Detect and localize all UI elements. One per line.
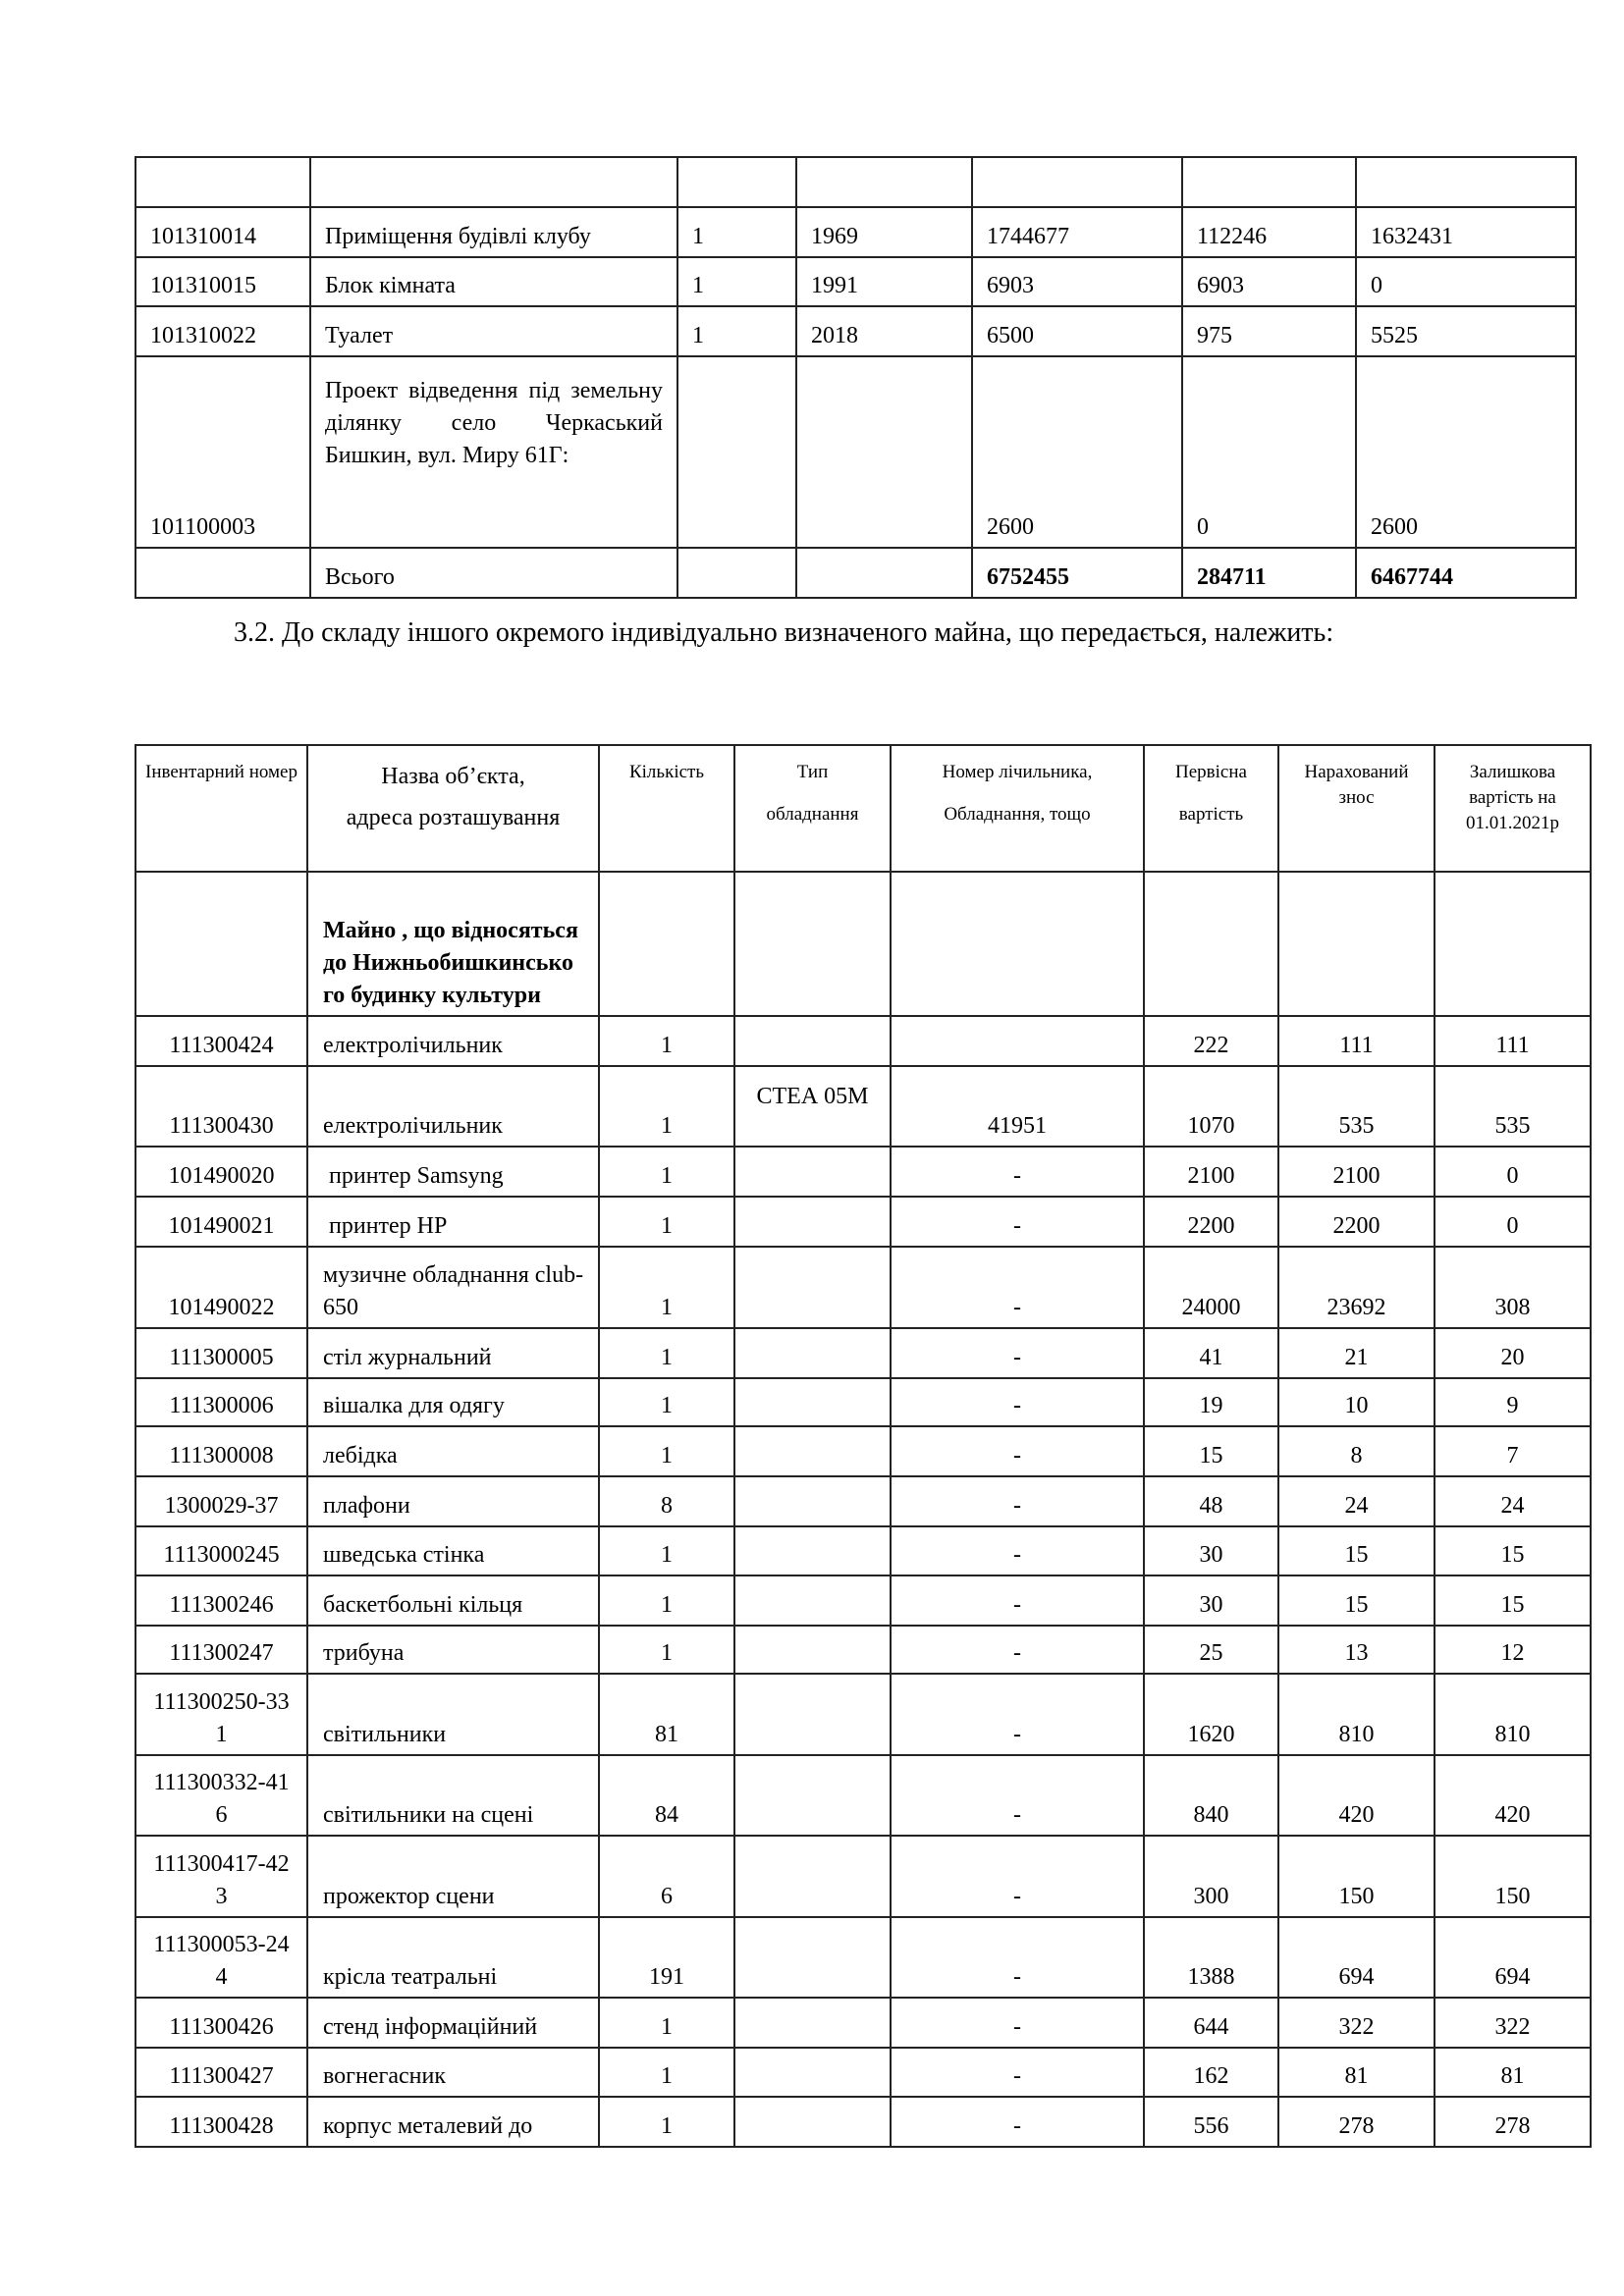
- cell-residual: 0: [1435, 1147, 1591, 1197]
- table-row: [135, 1147, 1591, 1197]
- cell-residual: 12: [1435, 1626, 1591, 1674]
- cell-qty: 1: [599, 1626, 734, 1674]
- cell-residual: [1356, 157, 1576, 207]
- cell-inv: 111300424: [135, 1016, 307, 1066]
- cell-meter: -: [891, 2097, 1144, 2147]
- table-row: [135, 306, 1576, 356]
- table-row: [135, 2048, 1591, 2097]
- cell-residual: 278: [1435, 2097, 1591, 2147]
- cell-depreciation: 112246: [1182, 207, 1356, 257]
- empty-cell: [1144, 872, 1278, 1016]
- cell-type: [734, 1917, 891, 1998]
- table-row: [135, 157, 1576, 207]
- cell-depreciation: 81: [1278, 2048, 1435, 2097]
- cell-name: електролічильник: [307, 1066, 599, 1147]
- cell-name: вішалка для одягу: [307, 1378, 599, 1426]
- total-depreciation: 284711: [1182, 548, 1356, 598]
- cell-residual: 15: [1435, 1526, 1591, 1575]
- cell-name: стенд інформаційний: [307, 1998, 599, 2048]
- cell-depreciation: 810: [1278, 1674, 1435, 1755]
- cell-name: світильники на сцені: [307, 1755, 599, 1836]
- cell-year: [796, 356, 972, 548]
- cell-depreciation: 2100: [1278, 1147, 1435, 1197]
- cell-name: музичне обладнання club-650: [307, 1247, 599, 1328]
- cell-initial: 30: [1144, 1526, 1278, 1575]
- cell-name: [310, 157, 677, 207]
- table-row: [135, 1016, 1591, 1066]
- cell-initial: 1070: [1144, 1066, 1278, 1147]
- cell-residual: 24: [1435, 1476, 1591, 1526]
- cell-inv: 111300006: [135, 1378, 307, 1426]
- header-name-line1: Назва об’єкта,: [381, 764, 525, 789]
- cell-initial: 644: [1144, 1998, 1278, 2048]
- cell-inv: 101310015: [135, 257, 310, 306]
- cell-inv: 111300250-331: [135, 1674, 307, 1755]
- cell-depreciation: 2200: [1278, 1197, 1435, 1247]
- cell-initial: 2200: [1144, 1197, 1278, 1247]
- cell-type: [734, 1674, 891, 1755]
- cell-depreciation: 420: [1278, 1755, 1435, 1836]
- cell-meter: [891, 1016, 1144, 1066]
- table-row: [135, 1998, 1591, 2048]
- cell-year: 2018: [796, 306, 972, 356]
- cell-type: [734, 2097, 891, 2147]
- cell-meter: -: [891, 1328, 1144, 1378]
- cell-inv: 111300053-244: [135, 1917, 307, 1998]
- empty-cell: [599, 872, 734, 1016]
- cell-depreciation: 322: [1278, 1998, 1435, 2048]
- cell-inv: 111300417-423: [135, 1836, 307, 1917]
- total-row: [135, 548, 1576, 598]
- table-row: [135, 1836, 1591, 1917]
- empty-cell: [734, 872, 891, 1016]
- cell-depreciation: 111: [1278, 1016, 1435, 1066]
- table-row: [135, 207, 1576, 257]
- table-header-row: [135, 745, 1591, 872]
- header-equipment-type: [734, 745, 891, 872]
- table-row: [135, 1917, 1591, 1998]
- header-quantity: Кількість: [599, 745, 734, 872]
- empty-cell: [891, 872, 1144, 1016]
- cell-meter: -: [891, 1426, 1144, 1476]
- cell-initial: 24000: [1144, 1247, 1278, 1328]
- empty-cell: [1278, 872, 1435, 1016]
- cell-depreciation: 21: [1278, 1328, 1435, 1378]
- cell-residual: 322: [1435, 1998, 1591, 2048]
- header-initial-line1: Первісна: [1175, 762, 1247, 782]
- cell-qty: 1: [599, 1247, 734, 1328]
- cell-depreciation: 278: [1278, 2097, 1435, 2147]
- cell-inv: 111300005: [135, 1328, 307, 1378]
- cell-residual: 5525: [1356, 306, 1576, 356]
- cell-name: вогнегасник: [307, 2048, 599, 2097]
- cell-inv: 111300247: [135, 1626, 307, 1674]
- cell-inv: 101490020: [135, 1147, 307, 1197]
- cell-type: [734, 1526, 891, 1575]
- cell-depreciation: 8: [1278, 1426, 1435, 1476]
- cell-qty: [677, 157, 796, 207]
- cell-depreciation: 15: [1278, 1575, 1435, 1626]
- cell-inv: 101490022: [135, 1247, 307, 1328]
- cell-name: Проект відведення під земельну ділянку село Черкаський Бишкин, вул. Миру 61Г:: [310, 356, 677, 548]
- cell-qty: 1: [599, 1526, 734, 1575]
- cell-residual: 7: [1435, 1426, 1591, 1476]
- cell-meter: -: [891, 1247, 1144, 1328]
- header-residual-value: Залишкова вартість на 01.01.2021р: [1435, 745, 1591, 872]
- cell-initial: 6903: [972, 257, 1182, 306]
- table-row: [135, 1626, 1591, 1674]
- cell-type: [734, 1247, 891, 1328]
- cell-inv: 111300008: [135, 1426, 307, 1476]
- cell-name: Блок кімната: [310, 257, 677, 306]
- cell-qty: 1: [599, 1998, 734, 2048]
- cell-meter: -: [891, 1476, 1144, 1526]
- buildings-table: [135, 156, 1577, 599]
- cell-meter: -: [891, 1917, 1144, 1998]
- cell-name: Приміщення будівлі клубу: [310, 207, 677, 257]
- cell-meter: -: [891, 2048, 1144, 2097]
- cell-name: крісла театральні: [307, 1917, 599, 1998]
- table-row: [135, 1526, 1591, 1575]
- cell-depreciation: 694: [1278, 1917, 1435, 1998]
- table-row: [135, 1755, 1591, 1836]
- cell-residual: 20: [1435, 1328, 1591, 1378]
- header-meter-number: [891, 745, 1144, 872]
- header-meter-line1: Номер лічильника,: [942, 762, 1093, 782]
- cell-type: [734, 1626, 891, 1674]
- header-name-line2: адреса розташування: [346, 805, 561, 830]
- table-row: [135, 1066, 1591, 1147]
- cell-initial: 300: [1144, 1836, 1278, 1917]
- section-paragraph: 3.2. До складу іншого окремого індивідуально визначеного майна, що передається, належить:: [234, 617, 1334, 648]
- cell-type: [734, 1197, 891, 1247]
- cell-qty: 1: [599, 1426, 734, 1476]
- header-meter-line2: Обладнання, тощо: [944, 804, 1091, 825]
- cell-initial: 1744677: [972, 207, 1182, 257]
- cell-name: стіл журнальний: [307, 1328, 599, 1378]
- cell-initial: 1388: [1144, 1917, 1278, 1998]
- cell-inv: 111300428: [135, 2097, 307, 2147]
- cell-depreciation: 15: [1278, 1526, 1435, 1575]
- cell-type: [734, 1998, 891, 2048]
- cell-depreciation: 24: [1278, 1476, 1435, 1526]
- cell-type: [734, 1147, 891, 1197]
- cell-inv: 111300332-416: [135, 1755, 307, 1836]
- header-type-line1: Тип: [796, 762, 829, 782]
- section-title: Майно , що відносяться до Нижньобишкинсько го будинку культури: [307, 872, 599, 1016]
- cell-depreciation: 10: [1278, 1378, 1435, 1426]
- cell-residual: 0: [1356, 257, 1576, 306]
- cell-qty: 81: [599, 1674, 734, 1755]
- cell-type: [734, 2048, 891, 2097]
- cell-inv: 1113000245: [135, 1526, 307, 1575]
- header-initial-line2: вартість: [1178, 804, 1244, 825]
- cell-residual: 1632431: [1356, 207, 1576, 257]
- cell-inv: 101310022: [135, 306, 310, 356]
- cell-type: [734, 1755, 891, 1836]
- cell-qty: [677, 356, 796, 548]
- cell-initial: 2100: [1144, 1147, 1278, 1197]
- header-type-line2: обладнання: [766, 804, 859, 825]
- cell-type: [734, 1378, 891, 1426]
- cell-inv: [135, 157, 310, 207]
- cell-qty: 1: [599, 1378, 734, 1426]
- table-row: [135, 257, 1576, 306]
- cell-meter: -: [891, 1626, 1144, 1674]
- cell-name: трибуна: [307, 1626, 599, 1674]
- cell-residual: 694: [1435, 1917, 1591, 1998]
- cell-initial: 41: [1144, 1328, 1278, 1378]
- cell-name: прожектор сцени: [307, 1836, 599, 1917]
- total-empty: [135, 548, 310, 598]
- cell-initial: 2600: [972, 356, 1182, 548]
- cell-meter: -: [891, 1575, 1144, 1626]
- table-row: [135, 1378, 1591, 1426]
- cell-qty: 84: [599, 1755, 734, 1836]
- section-row: [135, 872, 1591, 1016]
- header-object-name: [307, 745, 599, 872]
- cell-year: [796, 157, 972, 207]
- table-row: [135, 1328, 1591, 1378]
- property-table: [135, 744, 1592, 2148]
- cell-residual: 9: [1435, 1378, 1591, 1426]
- table-row: [135, 1476, 1591, 1526]
- cell-qty: 6: [599, 1836, 734, 1917]
- cell-name: принтер Samsyng: [307, 1147, 599, 1197]
- cell-initial: 19: [1144, 1378, 1278, 1426]
- cell-initial: 1620: [1144, 1674, 1278, 1755]
- cell-initial: 25: [1144, 1626, 1278, 1674]
- cell-residual: 111: [1435, 1016, 1591, 1066]
- cell-initial: 222: [1144, 1016, 1278, 1066]
- cell-meter: -: [891, 1998, 1144, 2048]
- cell-qty: 1: [677, 207, 796, 257]
- cell-inv: 111300426: [135, 1998, 307, 2048]
- cell-depreciation: 23692: [1278, 1247, 1435, 1328]
- cell-type: [734, 1575, 891, 1626]
- table-row: [135, 1674, 1591, 1755]
- cell-residual: 15: [1435, 1575, 1591, 1626]
- cell-initial: 48: [1144, 1476, 1278, 1526]
- cell-residual: 81: [1435, 2048, 1591, 2097]
- cell-type: [734, 1328, 891, 1378]
- total-empty: [677, 548, 796, 598]
- cell-meter: -: [891, 1378, 1144, 1426]
- cell-qty: 1: [599, 1575, 734, 1626]
- cell-initial: [972, 157, 1182, 207]
- table-row: [135, 356, 1576, 548]
- cell-depreciation: [1182, 157, 1356, 207]
- cell-inv: 101490021: [135, 1197, 307, 1247]
- table-row: [135, 1426, 1591, 1476]
- cell-meter: -: [891, 1197, 1144, 1247]
- cell-name: шведська стінка: [307, 1526, 599, 1575]
- total-label: Всього: [310, 548, 677, 598]
- header-initial-cost: [1144, 745, 1278, 872]
- cell-meter: -: [891, 1147, 1144, 1197]
- cell-residual: 2600: [1356, 356, 1576, 548]
- cell-inv: 111300430: [135, 1066, 307, 1147]
- cell-meter: -: [891, 1674, 1144, 1755]
- cell-type: [734, 1476, 891, 1526]
- cell-meter: -: [891, 1836, 1144, 1917]
- cell-year: 1991: [796, 257, 972, 306]
- cell-meter: 41951: [891, 1066, 1144, 1147]
- cell-residual: 420: [1435, 1755, 1591, 1836]
- cell-qty: 1: [599, 1016, 734, 1066]
- cell-name: електролічильник: [307, 1016, 599, 1066]
- cell-name: корпус металевий до: [307, 2097, 599, 2147]
- cell-residual: 150: [1435, 1836, 1591, 1917]
- cell-qty: 191: [599, 1917, 734, 1998]
- cell-inv: 1300029-37: [135, 1476, 307, 1526]
- cell-qty: 1: [599, 1066, 734, 1147]
- cell-inv: 111300427: [135, 2048, 307, 2097]
- cell-inv: 101100003: [135, 356, 310, 548]
- cell-depreciation: 150: [1278, 1836, 1435, 1917]
- cell-year: 1969: [796, 207, 972, 257]
- cell-name: Туалет: [310, 306, 677, 356]
- cell-qty: 1: [677, 257, 796, 306]
- cell-name: плафони: [307, 1476, 599, 1526]
- cell-inv: 111300246: [135, 1575, 307, 1626]
- table-row: [135, 2097, 1591, 2147]
- cell-type: [734, 1016, 891, 1066]
- cell-qty: 1: [599, 1328, 734, 1378]
- cell-residual: 810: [1435, 1674, 1591, 1755]
- empty-cell: [135, 872, 307, 1016]
- cell-qty: 1: [599, 1147, 734, 1197]
- total-residual: 6467744: [1356, 548, 1576, 598]
- cell-meter: -: [891, 1755, 1144, 1836]
- cell-initial: 30: [1144, 1575, 1278, 1626]
- total-empty: [796, 548, 972, 598]
- cell-depreciation: 975: [1182, 306, 1356, 356]
- table-row: [135, 1575, 1591, 1626]
- cell-type: [734, 1836, 891, 1917]
- empty-cell: [1435, 872, 1591, 1016]
- cell-residual: 535: [1435, 1066, 1591, 1147]
- table-row: [135, 1247, 1591, 1328]
- cell-depreciation: 535: [1278, 1066, 1435, 1147]
- cell-name: баскетбольні кільця: [307, 1575, 599, 1626]
- cell-meter: -: [891, 1526, 1144, 1575]
- cell-residual: 0: [1435, 1197, 1591, 1247]
- cell-qty: 1: [599, 2048, 734, 2097]
- cell-initial: 556: [1144, 2097, 1278, 2147]
- cell-name: світильники: [307, 1674, 599, 1755]
- cell-depreciation: 0: [1182, 356, 1356, 548]
- cell-inv: 101310014: [135, 207, 310, 257]
- cell-name: лебідка: [307, 1426, 599, 1476]
- cell-initial: 840: [1144, 1755, 1278, 1836]
- cell-qty: 8: [599, 1476, 734, 1526]
- cell-depreciation: 13: [1278, 1626, 1435, 1674]
- cell-qty: 1: [599, 1197, 734, 1247]
- cell-initial: 15: [1144, 1426, 1278, 1476]
- header-depreciation: Нарахований знос: [1278, 745, 1435, 872]
- cell-initial: 6500: [972, 306, 1182, 356]
- table-row: [135, 1197, 1591, 1247]
- cell-initial: 162: [1144, 2048, 1278, 2097]
- cell-type: [734, 1426, 891, 1476]
- cell-name: принтер HP: [307, 1197, 599, 1247]
- cell-depreciation: 6903: [1182, 257, 1356, 306]
- header-inventory-number: Інвентарний номер: [135, 745, 307, 872]
- cell-qty: 1: [599, 2097, 734, 2147]
- total-initial: 6752455: [972, 548, 1182, 598]
- cell-type: СТЕА 05М: [734, 1066, 891, 1147]
- cell-residual: 308: [1435, 1247, 1591, 1328]
- cell-qty: 1: [677, 306, 796, 356]
